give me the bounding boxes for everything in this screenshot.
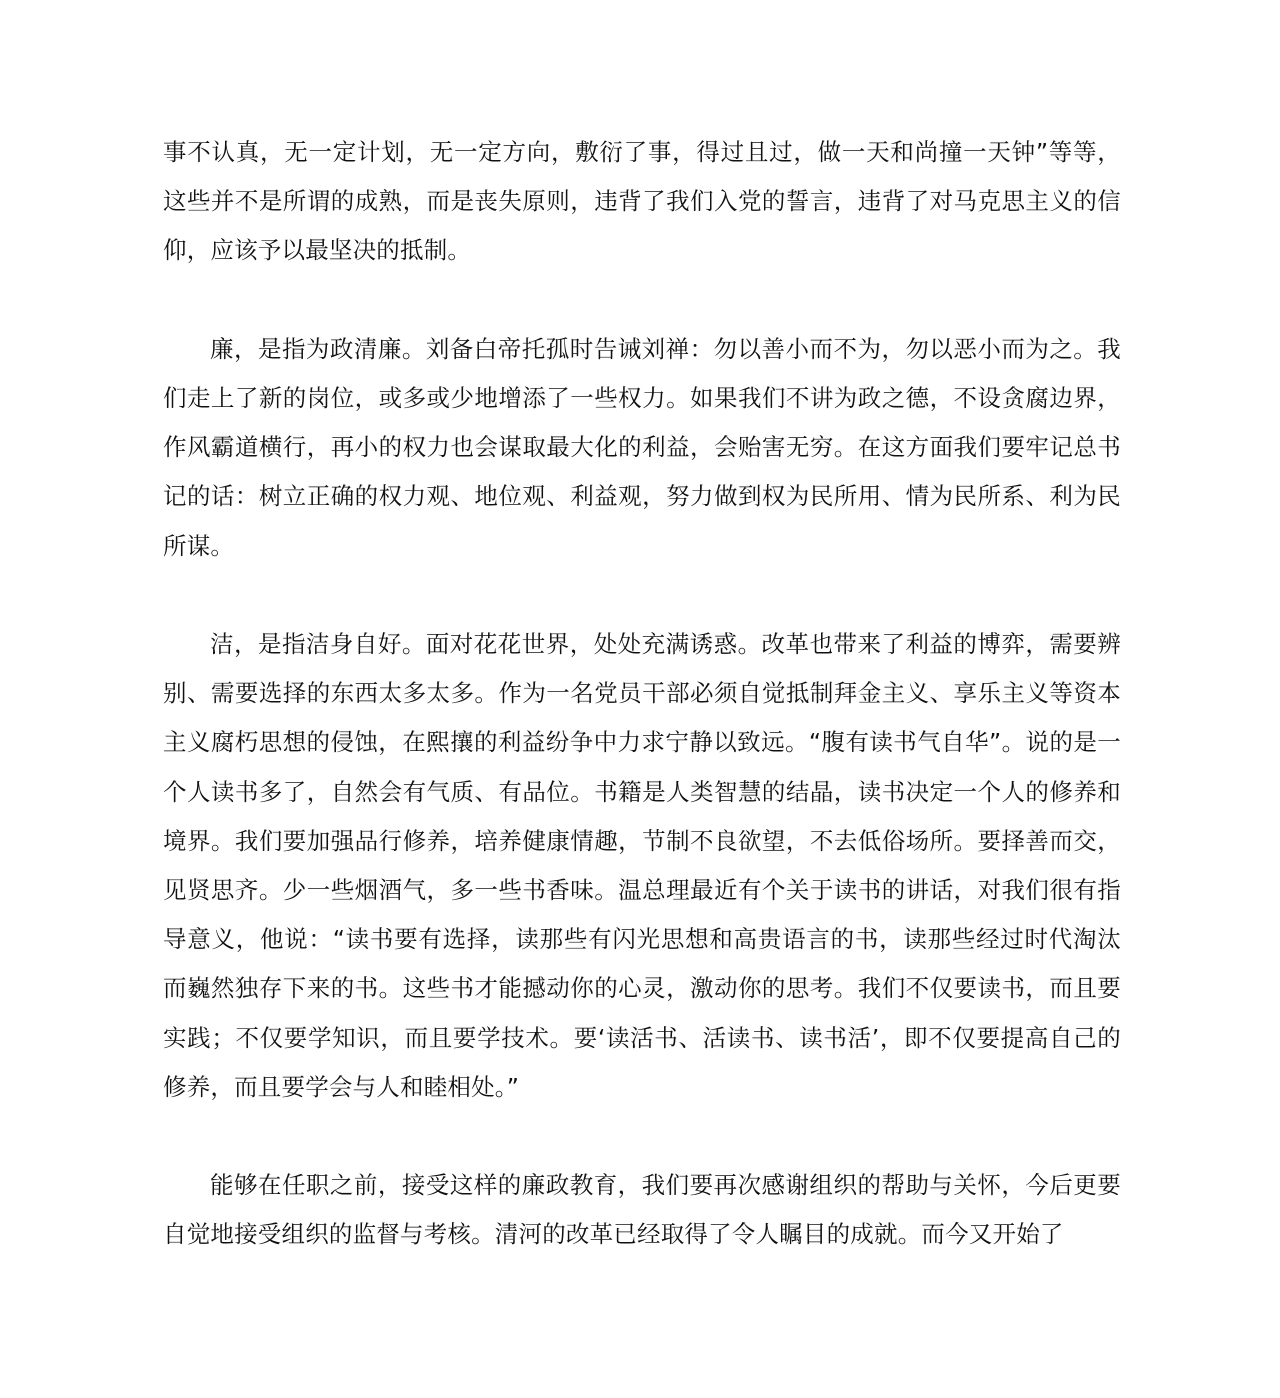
paragraph-closing: 能够在任职之前，接受这样的廉政教育，我们要再次感谢组织的帮助与关怀，今后更要自觉地接受组织的监督与考核。清河的改革已经取得了令人瞩目的成就。而今又开始了 bbox=[163, 1171, 1121, 1249]
paragraph-lian: 廉，是指为政清廉。刘备白帝托孤时告诫刘禅：勿以善小而不为，勿以恶小而为之。我们走上了新的岗位，或多或少地增添了一些权力。如果我们不讲为政之德，不设贪腐边界，作风霸道横行，再小的权力也会谋取最大化的利益，会贻害无穷。在这方面我们要牢记总书记的话：树立正确的权力观、地位观、利益观，努力做到权为民所用、情为民所系、利为民所谋。 bbox=[163, 334, 1121, 560]
paragraph-jie: 洁，是指洁身自好。面对花花世界，处处充满诱惑。改革也带来了利益的博弈，需要辨别、需要选择的东西太多太多。作为一名党员干部必须自觉抵制拜金主义、享乐主义等资本主义腐朽思想的侵蚀，在熙攘的利益纷争中力求宁静以致远。“腹有读书气自华”。说的是一个人读书多了，自然会有气质、有品位。书籍是人类智慧的结晶，读书决定一个人的修养和境界。我们要加强品行修养，培养健康情趣，节制不良欲望，不去低俗场所。要择善而交，见贤思齐。少一些烟酒气，多一些书香味。温总理最近有个关于读书的讲话，对我们很有指导意义，他说：“读书要有选择，读那些有闪光思想和高贵语言的书，读那些经过时代淘汰而巍然独存下来的书。这些书才能撼动你的心灵，激动你的思考。我们不仅要读书，而且要实践；不仅要学知识，而且要学技术。要‘读活书、活读书、读书活’，即不仅要提高自己的修养，而且要学会与人和睦相处。” bbox=[163, 630, 1121, 1101]
document-body bbox=[163, 128, 1121, 1260]
paragraph-spacer bbox=[163, 571, 1121, 620]
paragraph-spacer bbox=[163, 276, 1121, 325]
paragraph-continuation: 事不认真，无一定计划，无一定方向，敷衍了事，得过且过，做一天和尚撞一天钟”等等，这些并不是所谓的成熟，而是丧失原则，违背了我们入党的誓言，违背了对马克思主义的信仰，应该予以最坚决的抵制。 bbox=[163, 138, 1121, 265]
paragraph-spacer bbox=[163, 1112, 1121, 1161]
